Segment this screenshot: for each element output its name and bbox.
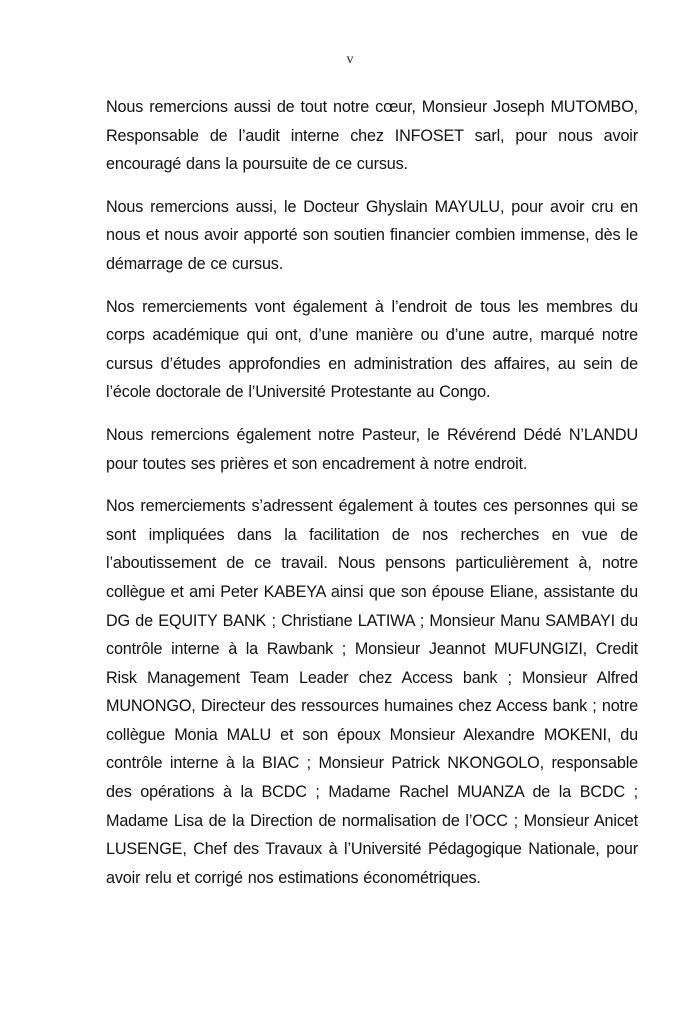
- paragraph-pastor: Nous remercions également notre Pasteur, le Révérend Dédé N’LANDU pour toutes ses prières et son encadrement à notre endroit.: [106, 425, 638, 473]
- paragraph-mutombo: Nous remercions aussi de tout notre cœur, Monsieur Joseph MUTOMBO, Responsable de l’audit interne chez INFOSET sarl, pour nous avoir encouragé dans la poursuite de ce cursus.: [106, 98, 638, 174]
- paragraph-contributors: Nos remerciements s’adressent également à toutes ces personnes qui se sont impliquées dans la facilitation de nos recherches en vue de l’aboutissement de ce travail. Nous pensons particulièrement à, notre collègue et ami Peter KABEYA ainsi que son épouse Eliane, assistante du DG de EQUITY BANK ; Christiane LATIWA ; Monsieur Manu SAMBAYI du contrôle interne à la Rawbank ; Monsieur Jeannot MUFUNGIZI, Credit Risk Management Team Leader chez Access bank ; Monsieur Alfred MUNONGO, Directeur des ressources humaines chez Access bank ; notre collègue Monia MALU et son époux Monsieur Alexandre MOKENI, du contrôle interne à la BIAC ; Monsieur Patrick NKONGOLO, responsable des opérations à la BCDC ; Madame Rachel MUANZA de la BCDC ; Madame Lisa de la Direction de normalisation de l’OCC ; Monsieur Anicet LUSENGE, Chef des Travaux à l’Université Pédagogique Nationale, pour avoir relu et corrigé nos estimations économétriques.: [106, 497, 638, 887]
- page-number: v: [346, 52, 354, 67]
- acknowledgements-body: [106, 93, 638, 892]
- paragraph-academic-body: Nos remerciements vont également à l’endroit de tous les membres du corps académique qui ont, d’une manière ou d’une autre, marqué notre cursus d’études approfondies en administration des affaires, au sein de l’école doctorale de l’Université Protestante au Congo.: [106, 297, 638, 402]
- paragraph-mayulu: Nous remercions aussi, le Docteur Ghyslain MAYULU, pour avoir cru en nous et nous avoir apporté son soutien financier combien immense, dès le démarrage de ce cursus.: [106, 197, 638, 273]
